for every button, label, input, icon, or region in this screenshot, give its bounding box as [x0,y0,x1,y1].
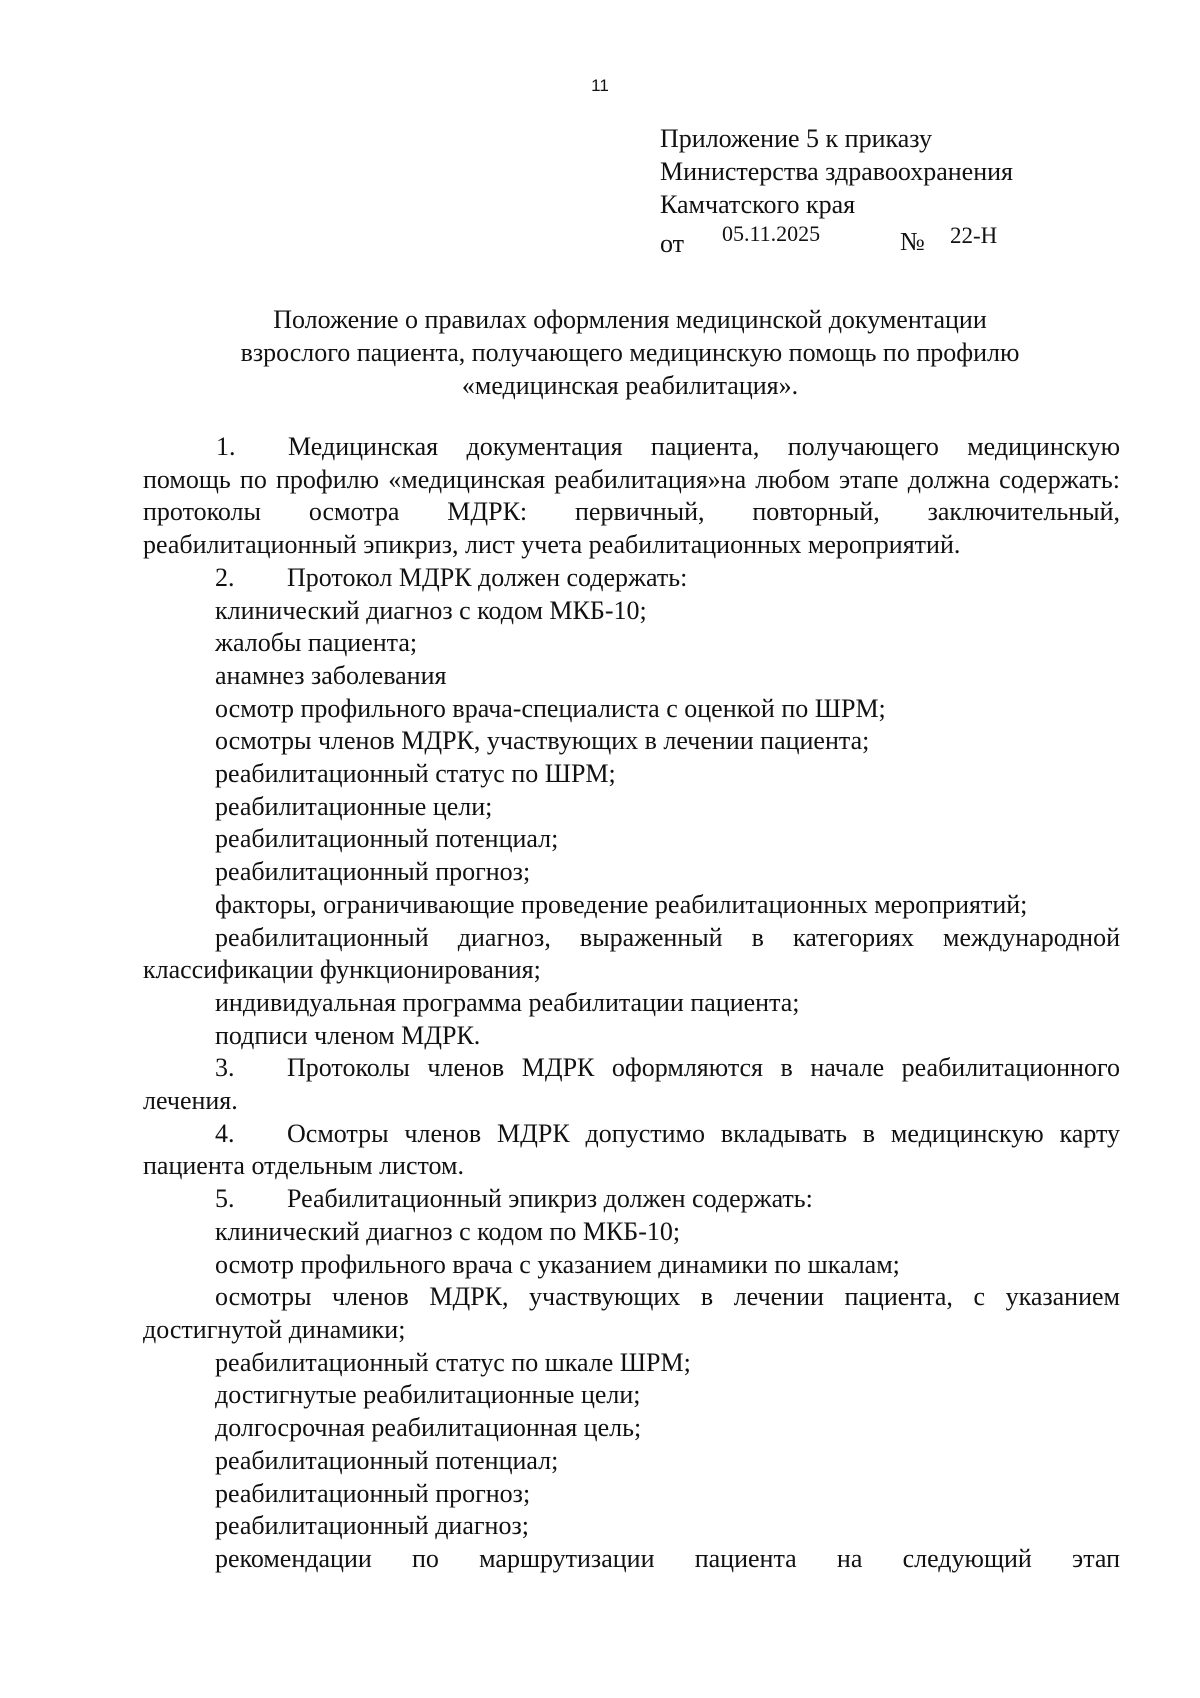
appendix-header [660,122,1140,257]
list-item: индивидуальная программа реабилитации пациента; [215,987,800,1017]
list-item: долгосрочная реабилитационная цель; [215,1413,642,1443]
list-item: факторы, ограничивающие проведение реабилитационных мероприятий; [215,889,1028,919]
section-5 [143,1183,1120,1216]
list-item: реабилитационный прогноз; [215,1478,531,1508]
list-item: рекомендации по маршрутизации пациента на следующий этап [215,1543,1120,1573]
section-number: 1. [216,432,236,461]
list-item: достигнутые реабилитационные цели; [215,1380,641,1410]
section-3 [143,1052,1120,1117]
order-number: 22-Н [950,223,998,248]
section-number: 5. [215,1184,235,1214]
appendix-line-2: Министерства здравоохранения [660,157,1013,186]
document-body [143,431,1120,1576]
list-item: анамнез заболевания [215,660,447,690]
list-item: клинический диагноз с кодом по МКБ-10; [215,1216,681,1246]
document-title [140,303,1120,402]
list-item: реабилитационный потенциал; [215,1445,559,1475]
section-text: Медицинская документация пациента, получающего медицинскую помощь по профилю «медицинская реабилитация»на любом этапе должна содержать: протоколы осмотра МДРК: первичный, повторный, заключительный, реабилитационный эпикриз, лист учета реабилитационных мероприятий. [143,432,1120,560]
section-1 [143,431,1120,562]
section-text: Осмотры членов МДРК допустимо вкладывать в медицинскую карту пациента отдельным листом. [143,1118,1120,1181]
list-item: реабилитационный статус по шкале ШРМ; [215,1347,691,1377]
section-number: 4. [215,1118,235,1148]
section-4 [143,1118,1120,1183]
order-date: 05.11.2025 [722,221,821,246]
page-number: 11 [591,76,609,95]
list-item: жалобы пациента; [215,628,418,658]
list-item: осмотр профильного врача с указанием динамики по шкалам; [215,1249,900,1279]
list-item: осмотр профильного врача-специалиста с оценкой по ШРМ; [215,693,886,723]
appendix-line-3: Камчатского края [660,190,856,219]
section-2 [143,562,1120,595]
section-number: 2. [215,562,235,592]
appendix-line-1: Приложение 5 к приказу [660,124,933,153]
list-item: реабилитационные цели; [215,791,493,821]
title-line-1: Положение о правилах оформления медицинской документации [273,305,987,334]
list-item: реабилитационный потенциал; [215,824,559,854]
section-text: Реабилитационный эпикриз должен содержать: [287,1184,813,1214]
title-line-3: «медицинская реабилитация». [461,371,799,400]
list-item: реабилитационный диагноз; [215,1511,529,1541]
date-prefix: от [660,229,685,258]
list-item: реабилитационный статус по ШРМ; [215,759,616,789]
list-item: осмотры членов МДРК, участвующих в лечении пациента, с указанием достигнутой динамики; [143,1282,1120,1344]
list-item: подписи членом МДРК. [215,1020,481,1050]
list-item: осмотры членов МДРК, участвующих в лечении пациента; [215,726,870,756]
title-line-2: взрослого пациента, получающего медицинскую помощь по профилю [240,338,1020,367]
section-number: 3. [215,1053,235,1083]
list-item: реабилитационный прогноз; [215,857,531,887]
list-item: реабилитационный диагноз, выраженный в категориях международной классификации функционирования; [143,922,1120,985]
section-text: Протоколы членов МДРК оформляются в начале реабилитационного лечения. [143,1053,1120,1116]
order-date-number [660,221,1140,257]
number-sign: № [900,227,925,256]
section-text: Протокол МДРК должен содержать: [287,562,688,592]
list-item: клинический диагноз с кодом МКБ-10; [215,595,647,625]
